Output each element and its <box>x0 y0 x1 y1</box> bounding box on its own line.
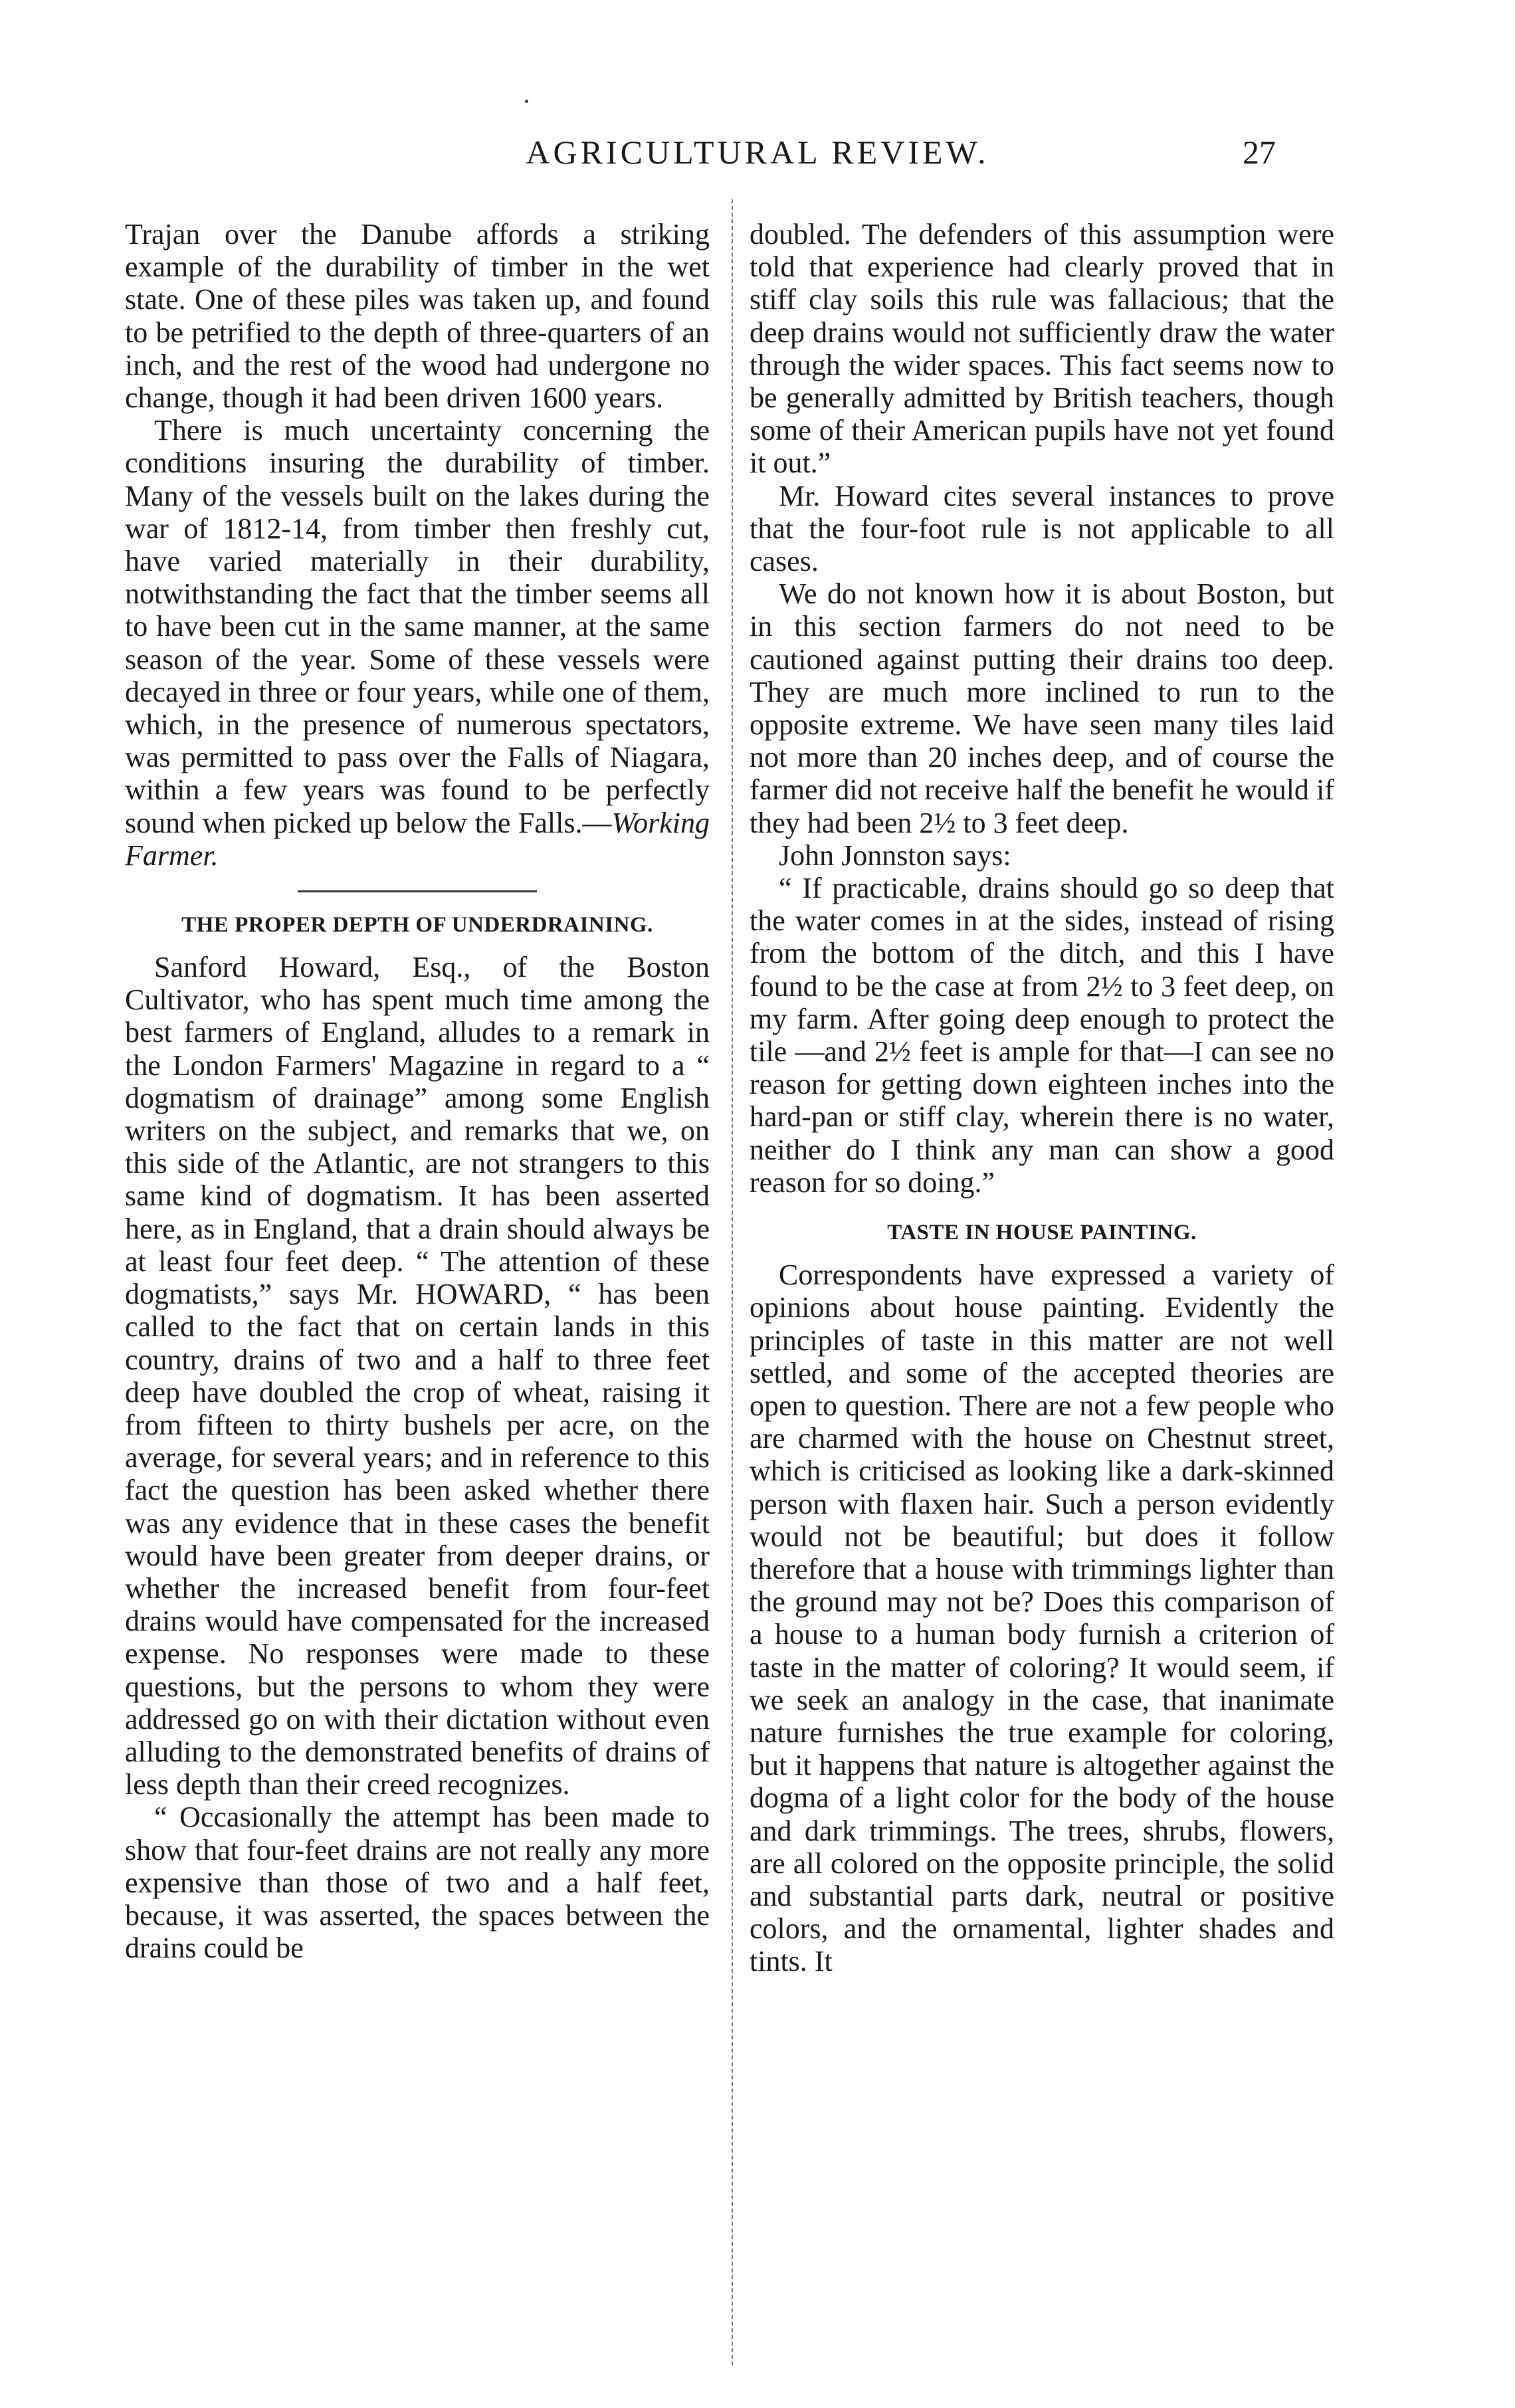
column-rule <box>732 199 733 2365</box>
page-number: 27 <box>1243 134 1276 171</box>
paragraph-trajan: Trajan over the Danube affords a striking example of the durability of timber in the wet state. One of these piles was taken up, and found to be petrified to the depth of three-quarters of an inch, and the rest of the wood had undergone no change, though it had been driven 1600 years. <box>125 218 710 415</box>
paragraph-we-do-not: We do not known how it is about Boston, but in this section farmers do not need to be cautioned against putting their drains too deep. They are much more inclined to run to the opposite extreme. We have seen many tiles laid not more than 20 inches deep, and of course the farmer did not receive half the benefit he would if they had been 2½ to 3 feet deep. <box>750 577 1334 839</box>
paragraph-taste: Correspondents have expressed a variety of opinions about house painting. Evidently the principles of taste in this matter are not well settled, and some of the accepted theories are open to question. There are not a few people who are charmed with the house on Chestnut street, which is criticised as looking like a dark-skinned person with flaxen hair. Such a person evidently would not be beautiful; but does it follow therefore that a house with trimmings lighter than the ground may not be? Does this comparison of a house to a human body furnish a criterion of taste in the matter of coloring? It would seem, if we seek an analogy in the case, that inanimate nature furnishes the true example for coloring, but it happens that nature is altogether against the dogma of a light color for the body of the house and dark trimmings. The trees, shrubs, flowers, are all colored on the opposite principle, the solid and substantial parts dark, neutral or positive colors, and the ornamental, lighter shades and tints. It <box>750 1258 1334 1978</box>
paragraph-doubled: doubled. The defenders of this assumption were told that experience had clearly proved that in stiff clay soils this rule was fallacious; that the deep drains would not sufficiently draw the water through the wider spaces. This fact seems now to be generally admitted by British teachers, though some of their American pupils have not yet found it out.” <box>750 218 1334 480</box>
section-title-house-painting: TASTE IN HOUSE PAINTING. <box>887 1221 1197 1245</box>
paragraph-howard: Sanford Howard, Esq., of the Boston Cultivator, who has spent much time among the best farmers of England, alludes to a remark in the London Farmers' Magazine in regard to a “ dogmatism of drainage” among some English writers on the subject, and remarks that we, on this side of the Atlantic, are not strangers to this same kind of dogmatism. It has been asserted here, as in England, that a drain should always be at least four feet deep. “ The attention of these dogmatists,” says Mr. HOWARD, “ has been called to the fact that on certain lands in this country, drains of two and a half to three feet deep have doubled the crop of wheat, raising it from fifteen to thirty bushels per acre, on the average, for several years; and in reference to this fact the question has been asked whether there was any evidence that in these cases the benefit would have been greater from deeper drains, or whether the increased benefit from four-feet drains would have compensated for the increased expense. No responses were made to these questions, but the persons to whom they were addressed go on with their dictation without even alluding to the demonstrated benefits of drains of less depth than their creed recognizes. <box>125 951 710 1801</box>
paragraph-occasionally: “ Occasionally the attempt has been made to show that four-feet drains are not really any more expensive than those of two and a half feet, because, it was asserted, the spaces between the drains could be <box>125 1801 710 1965</box>
left-column <box>125 218 710 1964</box>
section-title-underdraining: THE PROPER DEPTH OF UNDERDRAINING. <box>181 913 653 938</box>
page-header <box>0 133 1515 193</box>
running-title: AGRICULTURAL REVIEW. <box>526 134 989 171</box>
paragraph-johnston-quote: “ If practicable, drains should go so deep that the water comes in at the sides, instead of rising from the bottom of the ditch, and this I have found to be the case at from 2½ to 3 feet deep, on my farm. After going deep enough to protect the tile —and 2½ feet is ample for that—I can see no reason for getting down eighteen inches into the hard-pan or stiff clay, wherein there is no water, neither do I think any man can show a good reason for so doing.” <box>750 872 1334 1199</box>
paragraph-johnston-intro: John Jonnston says: <box>779 839 1011 872</box>
paragraph-mr-howard: Mr. Howard cites several instances to prove that the four-foot rule is not applicable to all cases. <box>750 479 1334 578</box>
paragraph-timber-uncertainty-text: There is much uncertainty concerning the conditions insuring the durability of timber. Many of the vessels built on the lakes during the war of 1812-14, from timber then freshly cut, have varied materially in their durability, notwithstanding the fact that the timber seems all to have been cut in the same manner, at the same season of the year. Some of these vessels were decayed in three or four years, while one of them, which, in the presence of numerous spectators, was permitted to pass over the Falls of Niagara, within a few years was found to be perfectly sound when picked up below the Falls.— <box>125 414 710 839</box>
top-ink-dot <box>525 100 528 103</box>
paragraph-timber-uncertainty <box>125 414 710 872</box>
right-column <box>750 218 1334 1978</box>
section-divider <box>298 890 537 892</box>
source-attribution: Working Farmer. <box>125 806 710 872</box>
